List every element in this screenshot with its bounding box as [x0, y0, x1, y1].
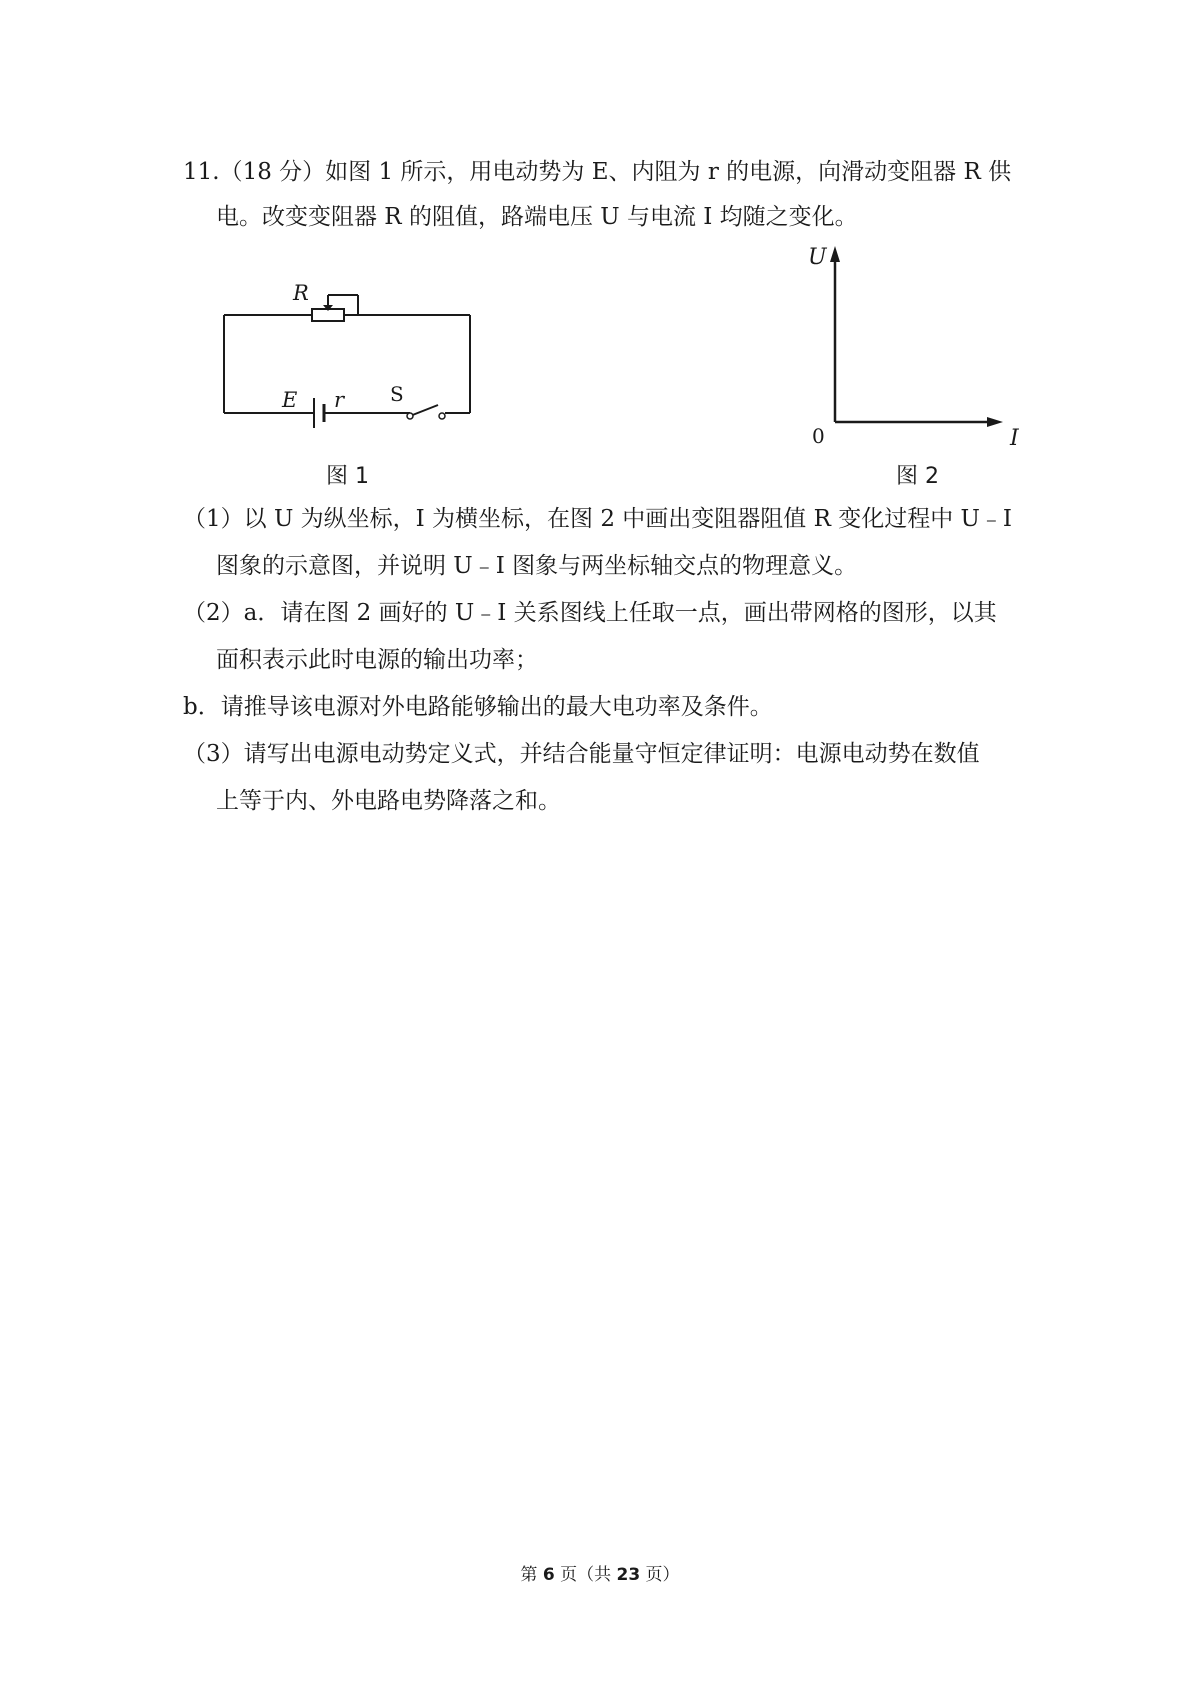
part-1-line-2: 图象的示意图，并说明 U﹣I 图象与两坐标轴交点的物理意义。 — [216, 553, 858, 579]
emf-label: E — [282, 388, 298, 412]
footer-prefix: 第 — [520, 1565, 543, 1585]
part-1-line-1: （1）以 U 为纵坐标，I 为横坐标，在图 2 中画出变阻器阻值 R 变化过程中 U﹣I — [183, 506, 1013, 532]
origin-label: 0 — [812, 424, 825, 448]
total-page-count: 23 — [616, 1565, 641, 1585]
footer-middle: 页（共 — [554, 1565, 617, 1585]
internal-resistance-label: r — [334, 388, 345, 412]
current-axis-label: I — [1010, 426, 1019, 450]
circuit-diagram — [200, 270, 500, 440]
part-2a-line-2: 面积表示此时电源的输出功率； — [216, 647, 538, 673]
current-page-number: 6 — [542, 1565, 555, 1585]
switch-label: S — [390, 382, 404, 406]
voltage-axis-label: U — [808, 245, 827, 270]
question-text-line-2: 电。改变变阻器 R 的阻值，路端电压 U 与电流 I 均随之变化。 — [216, 204, 858, 230]
part-2a-line-1: （2）a．请在图 2 画好的 U﹣I 关系图线上任取一点，画出带网格的图形，以其 — [183, 600, 997, 626]
part-3-line-2: 上等于内、外电路电势降落之和。 — [216, 788, 561, 814]
figure-1-caption: 图 1 — [326, 464, 369, 489]
question-text-line-1: 11.（18 分）如图 1 所示，用电动势为 E、内阻为 r 的电源，向滑动变阻器 R 供 — [183, 159, 1012, 185]
figure-2-caption: 图 2 — [896, 464, 939, 489]
ui-axes-figure — [800, 240, 1040, 450]
resistor-label: R — [293, 281, 309, 305]
page-footer — [0, 1560, 1200, 1585]
footer-suffix: 页） — [640, 1565, 680, 1585]
part-3-line-1: （3）请写出电源电动势定义式，并结合能量守恒定律证明：电源电动势在数值 — [183, 741, 980, 767]
part-2b-line: b．请推导该电源对外电路能够输出的最大电功率及条件。 — [183, 694, 773, 720]
